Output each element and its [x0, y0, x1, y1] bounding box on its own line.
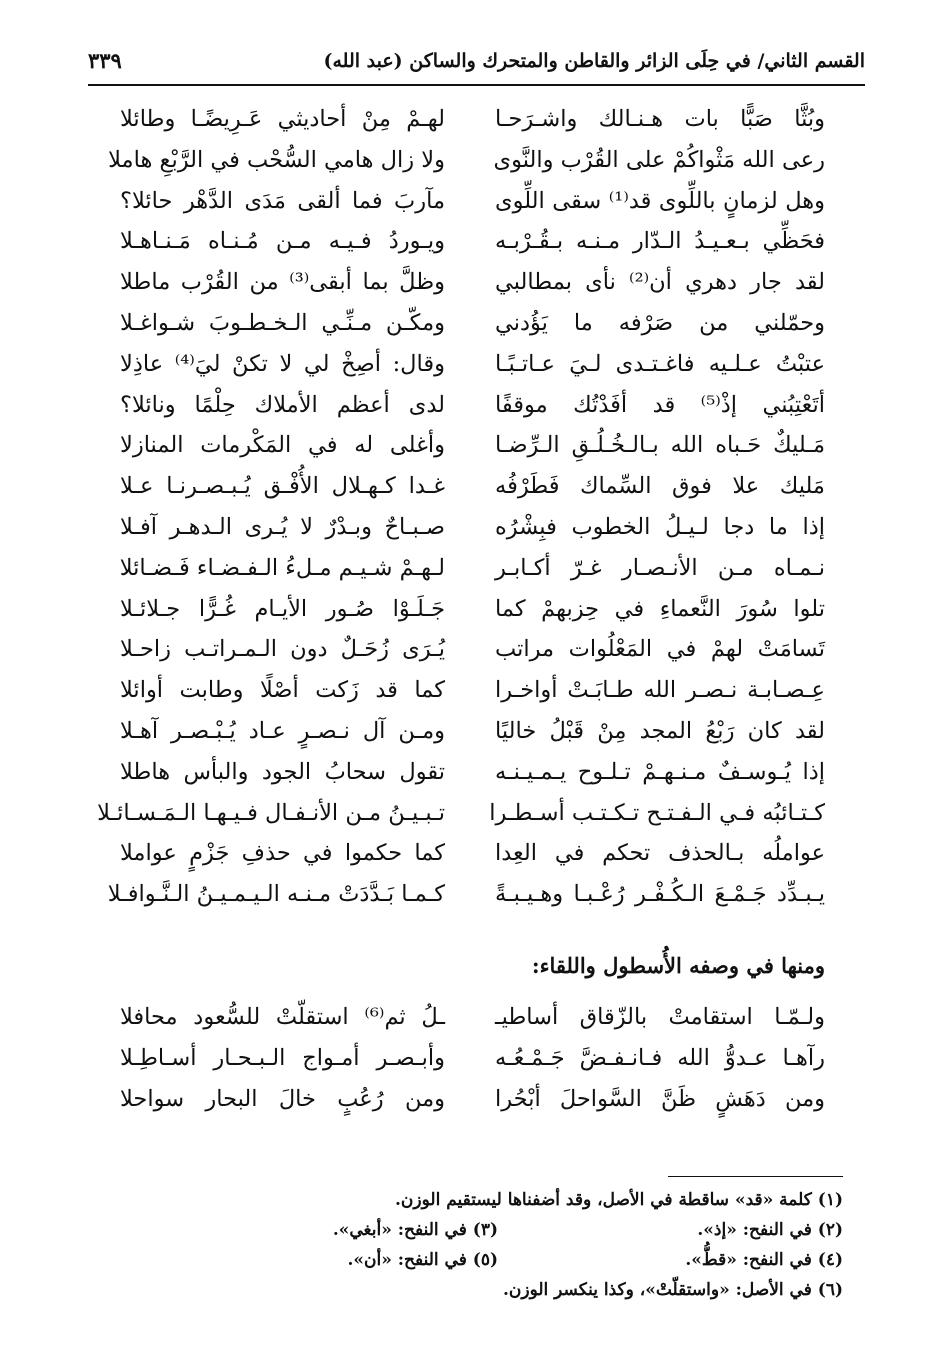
- verse-first-hemistich: إذا يُـوسـفٌ مـنـهـمْ تـلـوح يـمـيـنـه: [495, 758, 825, 785]
- verse-row: [120, 1080, 825, 1121]
- verse-row: [120, 671, 825, 712]
- footnotes: [123, 1186, 843, 1306]
- verse-row: [120, 182, 825, 223]
- verse-row: [120, 304, 825, 345]
- footnote-line: [123, 1186, 843, 1216]
- verse-second-hemistich: ومـن آل نـصـرٍ عـاد يُـبْـصـر آهـلا: [120, 717, 445, 744]
- verse-second-hemistich: كما قد زَكت أصْلًا وطابت أوائلا: [120, 677, 445, 704]
- verse-second-hemistich: جَـلَـوْا صُـور الأيـام غُـرًّا جـلائـلا: [120, 595, 445, 622]
- verse-second-hemistich: صـبـاحٌ وبـدْرٌ لا يُـرى الـدهـر آفـلا: [120, 513, 445, 540]
- verse-second-hemistich: كـمـا بَـدَّدَتْ مـنـه الـيـمـيـنُ الـنَّـوافـلا: [107, 881, 445, 908]
- footnote-5: (٥) في النفح: «أن».: [347, 1250, 498, 1270]
- verse-row: [120, 467, 825, 508]
- verse-row: [120, 590, 825, 631]
- verse-first-hemistich: عتبْتُ عـلـيه فاغـتـدى لـيَ عـاتـبًـا: [495, 350, 825, 377]
- verse-first-hemistich: رعى الله مَثْواكُمْ على القُرْب والنَّوى: [493, 146, 825, 173]
- poem-fleet: [120, 998, 825, 1121]
- header-rule: [88, 84, 865, 86]
- verse-row: [108, 141, 825, 182]
- footnote-3: (٣) في النفح: «أبغي».: [332, 1220, 498, 1240]
- verse-row: [120, 834, 825, 875]
- verse-second-hemistich: لـهـمْ شـيـم مـلءُ الـفـضـاء فَـضـائلا: [119, 554, 445, 581]
- verse-row: [120, 386, 825, 427]
- verse-first-hemistich: عواملُه بـالحذف تحكم في العِدا: [495, 840, 825, 867]
- running-head: القسم الثاني/ في حِلَى الزائر والقاطن والمتحرك والساكن (عبد الله): [323, 50, 865, 72]
- verse-second-hemistich: كما حكموا في حذفِ جَزْمٍ عواملا: [120, 840, 445, 867]
- verse-first-hemistich: عِـصـابـة نـصـر الله طـابَـتْ أواخـرا: [495, 677, 825, 704]
- verse-second-hemistich: ويـوردُ فـيـه مـن مُـنـاه مَـنـاهـلا: [120, 228, 445, 255]
- footnote-4: (٤) في النفح: «قطُّ».: [685, 1250, 843, 1270]
- verse-second-hemistich: وظلَّ بما أبقى⁽³⁾ من القُرْب ماطلا: [120, 269, 445, 296]
- verse-first-hemistich: إذا ما دجا لـيـلُ الخطوب فبِشْرُه: [495, 513, 825, 540]
- verse-row: [120, 630, 825, 671]
- verse-first-hemistich: مَليك علا فوق السِّماك فَطَرْفُه: [495, 473, 825, 500]
- footnote-rule: [668, 1176, 843, 1177]
- verse-second-hemistich: ـلُ ثم⁽⁶⁾ استقلّتْ للسُّعود محافلا: [120, 1004, 445, 1030]
- verse-row: [120, 263, 825, 304]
- verse-first-hemistich: وبُثَّا صَبًّا بات هـنـالك واشـرَحـا: [495, 106, 825, 132]
- verse-row: [120, 998, 825, 1039]
- verse-second-hemistich: ومن رُعُبٍ خالَ البحار سواحلا: [120, 1086, 445, 1112]
- page-number: ٣٣٩: [88, 48, 122, 73]
- footnote-line: [123, 1246, 843, 1276]
- verse-row: [120, 222, 825, 263]
- verse-row: [107, 875, 825, 916]
- verse-row: [120, 712, 825, 753]
- verse-row: [120, 753, 825, 794]
- verse-first-hemistich: فحَظِّي بـعـيـدُ الـدّار مـنـه بـقُـرْبـه: [495, 228, 825, 255]
- footnote-6: (٦) في الأصل: «واستقلّتْ»، وكذا ينكسر الوزن.: [502, 1280, 843, 1300]
- verse-second-hemistich: غـدا كـهـلال الأُفْـق يُـبـصـرنـا عـلا: [120, 473, 445, 500]
- verse-second-hemistich: وأبـصـر أمـواج الـبـحـار أسـاطِـلا: [120, 1045, 445, 1071]
- verse-first-hemistich: أتَعْتِبُني إذْ⁽⁵⁾ قد أفَدْتُك موقفًا: [495, 391, 825, 418]
- footnote-2: (٢) في النفح: «إذ».: [697, 1220, 843, 1240]
- verse-second-hemistich: وقال: أصِخْ لي لا تكنْ ليَ⁽⁴⁾ عاذِلا: [120, 350, 445, 377]
- verse-second-hemistich: لهـمْ مِنْ أحاديثي عَـرِيضًـا وطائلا: [120, 106, 445, 132]
- verse-second-hemistich: مآربَ فما ألقى مَدَى الدَّهْر حائلا؟: [120, 187, 445, 214]
- page-header: [88, 44, 865, 84]
- verse-first-hemistich: يـبـدِّد جَـمْـعَ الـكُـفْـر رُعْـبـا وهـيـبـةً: [495, 881, 825, 908]
- verse-first-hemistich: نـمـاه مـن الأنـصـار غـرّ أكـابـر: [495, 554, 825, 581]
- footnote-line: [123, 1276, 843, 1306]
- verse-second-hemistich: وأغلى له في المَكْرمات المنازلا: [120, 432, 445, 459]
- verse-row: [97, 794, 825, 835]
- verse-row: [120, 100, 825, 141]
- verse-first-hemistich: وحمّلني من صَرْفه ما يَؤُدني: [495, 309, 825, 336]
- verse-first-hemistich: تلوا سُورَ النَّعماءِ في حِزبهمْ كما: [495, 595, 825, 622]
- verse-first-hemistich: لقد جار دهري أن⁽²⁾ نأى بمطالبي: [495, 269, 825, 296]
- verse-second-hemistich: تقول سحابُ الجود والبأس هاطلا: [120, 758, 445, 785]
- verse-row: [120, 345, 825, 386]
- section-heading: ومنها في وصفه الأُسطول واللقاء:: [531, 953, 825, 978]
- verse-first-hemistich: لقد كان رَبْعُ المجد مِنْ قَبْلُ خاليًا: [495, 717, 825, 744]
- verse-first-hemistich: مَـليكٌ حَـباه الله بـالـخُـلُـقِ الـرِّضـا: [495, 432, 825, 459]
- verse-second-hemistich: تـبـيـنُ مـن الأنـفـال فـيـهـا الـمَـسـائـلا: [97, 799, 445, 826]
- poem-main: [97, 100, 825, 916]
- verse-first-hemistich: تَسامَتْ لهمْ في المَعْلُوات مراتب: [495, 636, 825, 663]
- verse-row: [120, 1039, 825, 1080]
- verse-second-hemistich: ومكّـن مـنِّـي الـخـطـوبَ شـواغـلا: [120, 309, 445, 336]
- verse-first-hemistich: ومن دَهَشٍ ظَنَّ السَّواحلَ أبْحُرا: [495, 1086, 825, 1112]
- verse-second-hemistich: يُـرَى زُحَـلٌ دون الـمـراتـب زاحـلا: [120, 636, 445, 663]
- footnote-1: (١) كلمة «قد» ساقطة في الأصل، وقد أضفناها ليستقيم الوزن.: [395, 1190, 843, 1210]
- verse-first-hemistich: وهل لزمانٍ باللِّوى قد⁽¹⁾ سقى اللِّوى: [495, 187, 825, 214]
- footnote-line: [123, 1216, 843, 1246]
- verse-row: [120, 549, 825, 590]
- verse-second-hemistich: ولا زال هامي السُّحْب في الرَّبْعِ هاملا: [108, 146, 445, 173]
- verse-first-hemistich: ولـمّـا استقامتْ بالزّقاق أساطيـ: [495, 1004, 825, 1030]
- verse-row: [120, 426, 825, 467]
- verse-second-hemistich: لدى أعظم الأملاك حِلْمًا ونائلا؟: [120, 391, 445, 418]
- verse-first-hemistich: رآهـا عـدوُّ الله فـانـفـضَّ جَـمْـعُـه: [495, 1045, 825, 1071]
- verse-row: [120, 508, 825, 549]
- verse-first-hemistich: كـتـائبُه فـي الـفـتـح تـكـتـب أسـطـرا: [489, 799, 825, 826]
